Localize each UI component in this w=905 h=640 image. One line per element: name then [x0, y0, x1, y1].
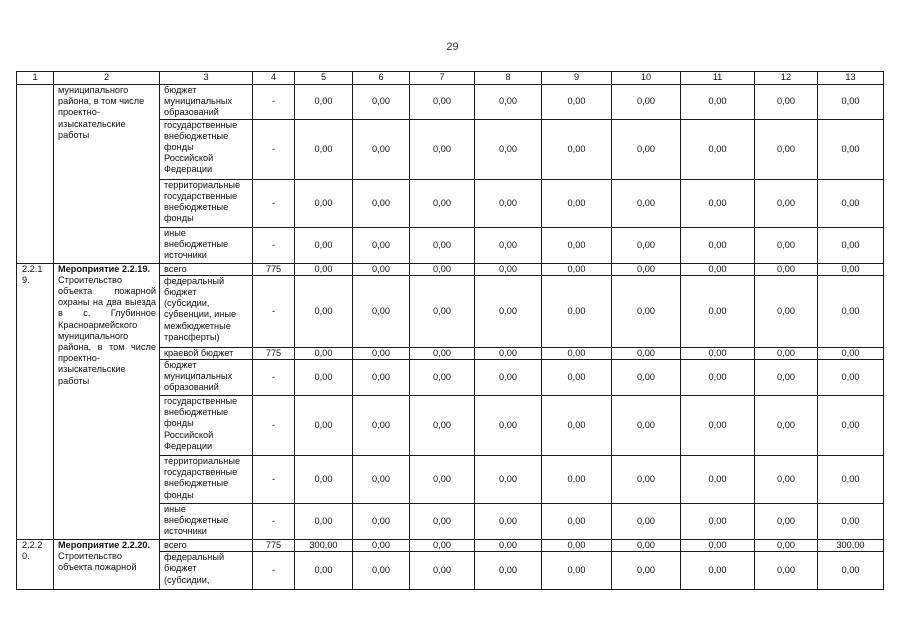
cell-col-5: 0,00: [295, 504, 353, 540]
cell-measure-name: [54, 263, 160, 539]
cell-col-6: 0,00: [353, 85, 410, 120]
cell-col-6: 0,00: [353, 275, 410, 347]
cell-col-11: 0,00: [681, 456, 755, 504]
cell-col-5: 0,00: [295, 456, 353, 504]
cell-col-8: 0,00: [475, 275, 542, 347]
table-row: [17, 85, 884, 120]
cell-col-7: 0,00: [410, 119, 475, 179]
header-cell: 2: [54, 72, 160, 85]
cell-col-4: -: [253, 504, 295, 540]
cell-col-7: 0,00: [410, 540, 475, 552]
cell-col-5: 0,00: [295, 85, 353, 120]
measure-number-line: 2.2.2: [22, 540, 43, 551]
cell-col-13: 0,00: [818, 275, 884, 347]
cell-measure-name: [54, 540, 160, 590]
cell-col-8: 0,00: [475, 119, 542, 179]
cell-col-4: -: [253, 456, 295, 504]
cell-col-4: -: [253, 396, 295, 456]
cell-col-9: 0,00: [542, 275, 612, 347]
cell-col-13: 0,00: [818, 179, 884, 227]
cell-col-8: 0,00: [475, 552, 542, 590]
measure-description: Строительство объекта пожарной охраны на два выезда в с. Глубинное Красноармейского муниципального района, в том числе проектно-изыскательские работы: [58, 274, 156, 386]
cell-col-12: 0,00: [755, 456, 818, 504]
cell-col-4: 775: [253, 347, 295, 359]
cell-number: [17, 263, 54, 539]
cell-col-7: 0,00: [410, 263, 475, 275]
cell-col-11: 0,00: [681, 347, 755, 359]
cell-col-7: 0,00: [410, 347, 475, 359]
cell-number: [17, 540, 54, 590]
cell-funding-source: всего: [160, 263, 253, 275]
cell-col-7: 0,00: [410, 504, 475, 540]
cell-col-13: 0,00: [818, 263, 884, 275]
cell-col-5: 0,00: [295, 119, 353, 179]
cell-funding-source: всего: [160, 540, 253, 552]
header-row: [17, 72, 884, 85]
cell-funding-source: государственные внебюджетные фонды Российской Федерации: [160, 396, 253, 456]
cell-col-8: 0,00: [475, 504, 542, 540]
measure-title: Мероприятие 2.2.19.: [58, 263, 151, 274]
cell-col-5: 0,00: [295, 396, 353, 456]
cell-col-12: 0,00: [755, 227, 818, 263]
cell-col-11: 0,00: [681, 85, 755, 120]
cell-col-6: 0,00: [353, 396, 410, 456]
cell-col-5: 0,00: [295, 360, 353, 396]
cell-funding-source: иные внебюджетные источники: [160, 227, 253, 263]
cell-col-8: 0,00: [475, 540, 542, 552]
cell-col-4: -: [253, 360, 295, 396]
cell-col-11: 0,00: [681, 227, 755, 263]
cell-col-7: 0,00: [410, 396, 475, 456]
cell-col-9: 0,00: [542, 227, 612, 263]
header-cell: 4: [253, 72, 295, 85]
cell-col-4: -: [253, 275, 295, 347]
cell-col-6: 0,00: [353, 360, 410, 396]
header-cell: 10: [612, 72, 681, 85]
cell-funding-source: федеральный бюджет (субсидии, субвенции, иные межбюджетные трансферты): [160, 275, 253, 347]
cell-funding-source: краевой бюджет: [160, 347, 253, 359]
cell-col-4: -: [253, 179, 295, 227]
cell-col-6: 0,00: [353, 347, 410, 359]
cell-col-12: 0,00: [755, 119, 818, 179]
cell-col-10: 0,00: [612, 552, 681, 590]
cell-col-9: 0,00: [542, 347, 612, 359]
cell-measure-name: муниципального района, в том числе проектно-изыскательские работы: [54, 85, 160, 264]
table-row: [17, 263, 884, 275]
cell-col-6: 0,00: [353, 179, 410, 227]
cell-col-11: 0,00: [681, 119, 755, 179]
cell-col-8: 0,00: [475, 396, 542, 456]
cell-col-7: 0,00: [410, 275, 475, 347]
cell-col-12: 0,00: [755, 263, 818, 275]
cell-col-6: 0,00: [353, 552, 410, 590]
cell-col-13: 0,00: [818, 119, 884, 179]
cell-col-9: 0,00: [542, 552, 612, 590]
cell-col-13: 300,00: [818, 540, 884, 552]
cell-col-9: 0,00: [542, 179, 612, 227]
cell-col-5: 0,00: [295, 179, 353, 227]
cell-col-5: 0,00: [295, 227, 353, 263]
cell-funding-source: бюджет муниципальных образований: [160, 360, 253, 396]
cell-col-4: -: [253, 85, 295, 120]
cell-col-12: 0,00: [755, 85, 818, 120]
measure-number-line: 9.: [22, 274, 30, 285]
cell-col-10: 0,00: [612, 179, 681, 227]
header-cell: 12: [755, 72, 818, 85]
cell-col-10: 0,00: [612, 504, 681, 540]
cell-col-8: 0,00: [475, 456, 542, 504]
cell-col-10: 0,00: [612, 119, 681, 179]
cell-col-7: 0,00: [410, 456, 475, 504]
cell-col-12: 0,00: [755, 396, 818, 456]
cell-col-5: 0,00: [295, 347, 353, 359]
cell-col-11: 0,00: [681, 275, 755, 347]
cell-col-8: 0,00: [475, 179, 542, 227]
cell-col-13: 0,00: [818, 396, 884, 456]
header-cell: 5: [295, 72, 353, 85]
cell-funding-source: территориальные государственные внебюджетные фонды: [160, 456, 253, 504]
cell-col-6: 0,00: [353, 263, 410, 275]
cell-col-9: 0,00: [542, 504, 612, 540]
budget-table: [16, 71, 884, 590]
page-number: 29: [446, 41, 459, 53]
cell-col-9: 0,00: [542, 540, 612, 552]
cell-col-7: 0,00: [410, 85, 475, 120]
measure-description: Строительство объекта пожарной: [58, 551, 137, 573]
cell-col-7: 0,00: [410, 360, 475, 396]
header-cell: 9: [542, 72, 612, 85]
cell-col-12: 0,00: [755, 552, 818, 590]
header-cell: 1: [17, 72, 54, 85]
cell-funding-source: государственные внебюджетные фонды Российской Федерации: [160, 119, 253, 179]
cell-col-10: 0,00: [612, 85, 681, 120]
cell-col-11: 0,00: [681, 179, 755, 227]
cell-col-8: 0,00: [475, 347, 542, 359]
cell-funding-source: территориальные государственные внебюджетные фонды: [160, 179, 253, 227]
cell-col-8: 0,00: [475, 263, 542, 275]
cell-col-4: -: [253, 552, 295, 590]
cell-col-6: 0,00: [353, 504, 410, 540]
cell-col-12: 0,00: [755, 504, 818, 540]
measure-number-line: 2.2.1: [22, 263, 43, 274]
cell-col-11: 0,00: [681, 263, 755, 275]
cell-col-13: 0,00: [818, 360, 884, 396]
cell-col-11: 0,00: [681, 552, 755, 590]
cell-col-12: 0,00: [755, 360, 818, 396]
header-cell: 6: [353, 72, 410, 85]
cell-col-13: 0,00: [818, 456, 884, 504]
cell-col-11: 0,00: [681, 360, 755, 396]
cell-col-8: 0,00: [475, 360, 542, 396]
cell-col-11: 0,00: [681, 540, 755, 552]
cell-col-4: 775: [253, 263, 295, 275]
cell-col-10: 0,00: [612, 263, 681, 275]
cell-col-13: 0,00: [818, 504, 884, 540]
measure-title: Мероприятие 2.2.20.: [58, 540, 151, 551]
cell-col-9: 0,00: [542, 119, 612, 179]
cell-col-10: 0,00: [612, 396, 681, 456]
cell-number: [17, 85, 54, 264]
cell-col-13: 0,00: [818, 552, 884, 590]
cell-col-8: 0,00: [475, 227, 542, 263]
cell-col-10: 0,00: [612, 360, 681, 396]
table-row: [17, 540, 884, 552]
cell-funding-source: бюджет муниципальных образований: [160, 85, 253, 120]
cell-col-6: 0,00: [353, 456, 410, 504]
cell-col-10: 0,00: [612, 227, 681, 263]
cell-col-10: 0,00: [612, 540, 681, 552]
cell-col-10: 0,00: [612, 347, 681, 359]
cell-col-5: 300,00: [295, 540, 353, 552]
cell-col-7: 0,00: [410, 552, 475, 590]
cell-funding-source: федеральный бюджет (субсидии,: [160, 552, 253, 590]
cell-col-12: 0,00: [755, 179, 818, 227]
cell-col-9: 0,00: [542, 360, 612, 396]
cell-col-10: 0,00: [612, 275, 681, 347]
cell-col-5: 0,00: [295, 552, 353, 590]
cell-col-6: 0,00: [353, 540, 410, 552]
cell-funding-source: иные внебюджетные источники: [160, 504, 253, 540]
measure-number-line: 0.: [22, 551, 30, 562]
cell-col-11: 0,00: [681, 504, 755, 540]
cell-col-5: 0,00: [295, 275, 353, 347]
cell-col-9: 0,00: [542, 456, 612, 504]
cell-col-4: -: [253, 227, 295, 263]
cell-col-7: 0,00: [410, 179, 475, 227]
cell-col-4: -: [253, 119, 295, 179]
cell-col-5: 0,00: [295, 263, 353, 275]
cell-col-13: 0,00: [818, 85, 884, 120]
header-cell: 7: [410, 72, 475, 85]
cell-col-4: 775: [253, 540, 295, 552]
cell-col-12: 0,00: [755, 540, 818, 552]
cell-col-9: 0,00: [542, 396, 612, 456]
cell-col-6: 0,00: [353, 227, 410, 263]
header-cell: 11: [681, 72, 755, 85]
cell-col-13: 0,00: [818, 347, 884, 359]
cell-col-8: 0,00: [475, 85, 542, 120]
cell-col-9: 0,00: [542, 263, 612, 275]
cell-col-10: 0,00: [612, 456, 681, 504]
cell-col-12: 0,00: [755, 347, 818, 359]
header-cell: 3: [160, 72, 253, 85]
cell-col-12: 0,00: [755, 275, 818, 347]
cell-col-7: 0,00: [410, 227, 475, 263]
cell-col-6: 0,00: [353, 119, 410, 179]
cell-col-13: 0,00: [818, 227, 884, 263]
cell-col-11: 0,00: [681, 396, 755, 456]
cell-col-9: 0,00: [542, 85, 612, 120]
header-cell: 8: [475, 72, 542, 85]
header-cell: 13: [818, 72, 884, 85]
